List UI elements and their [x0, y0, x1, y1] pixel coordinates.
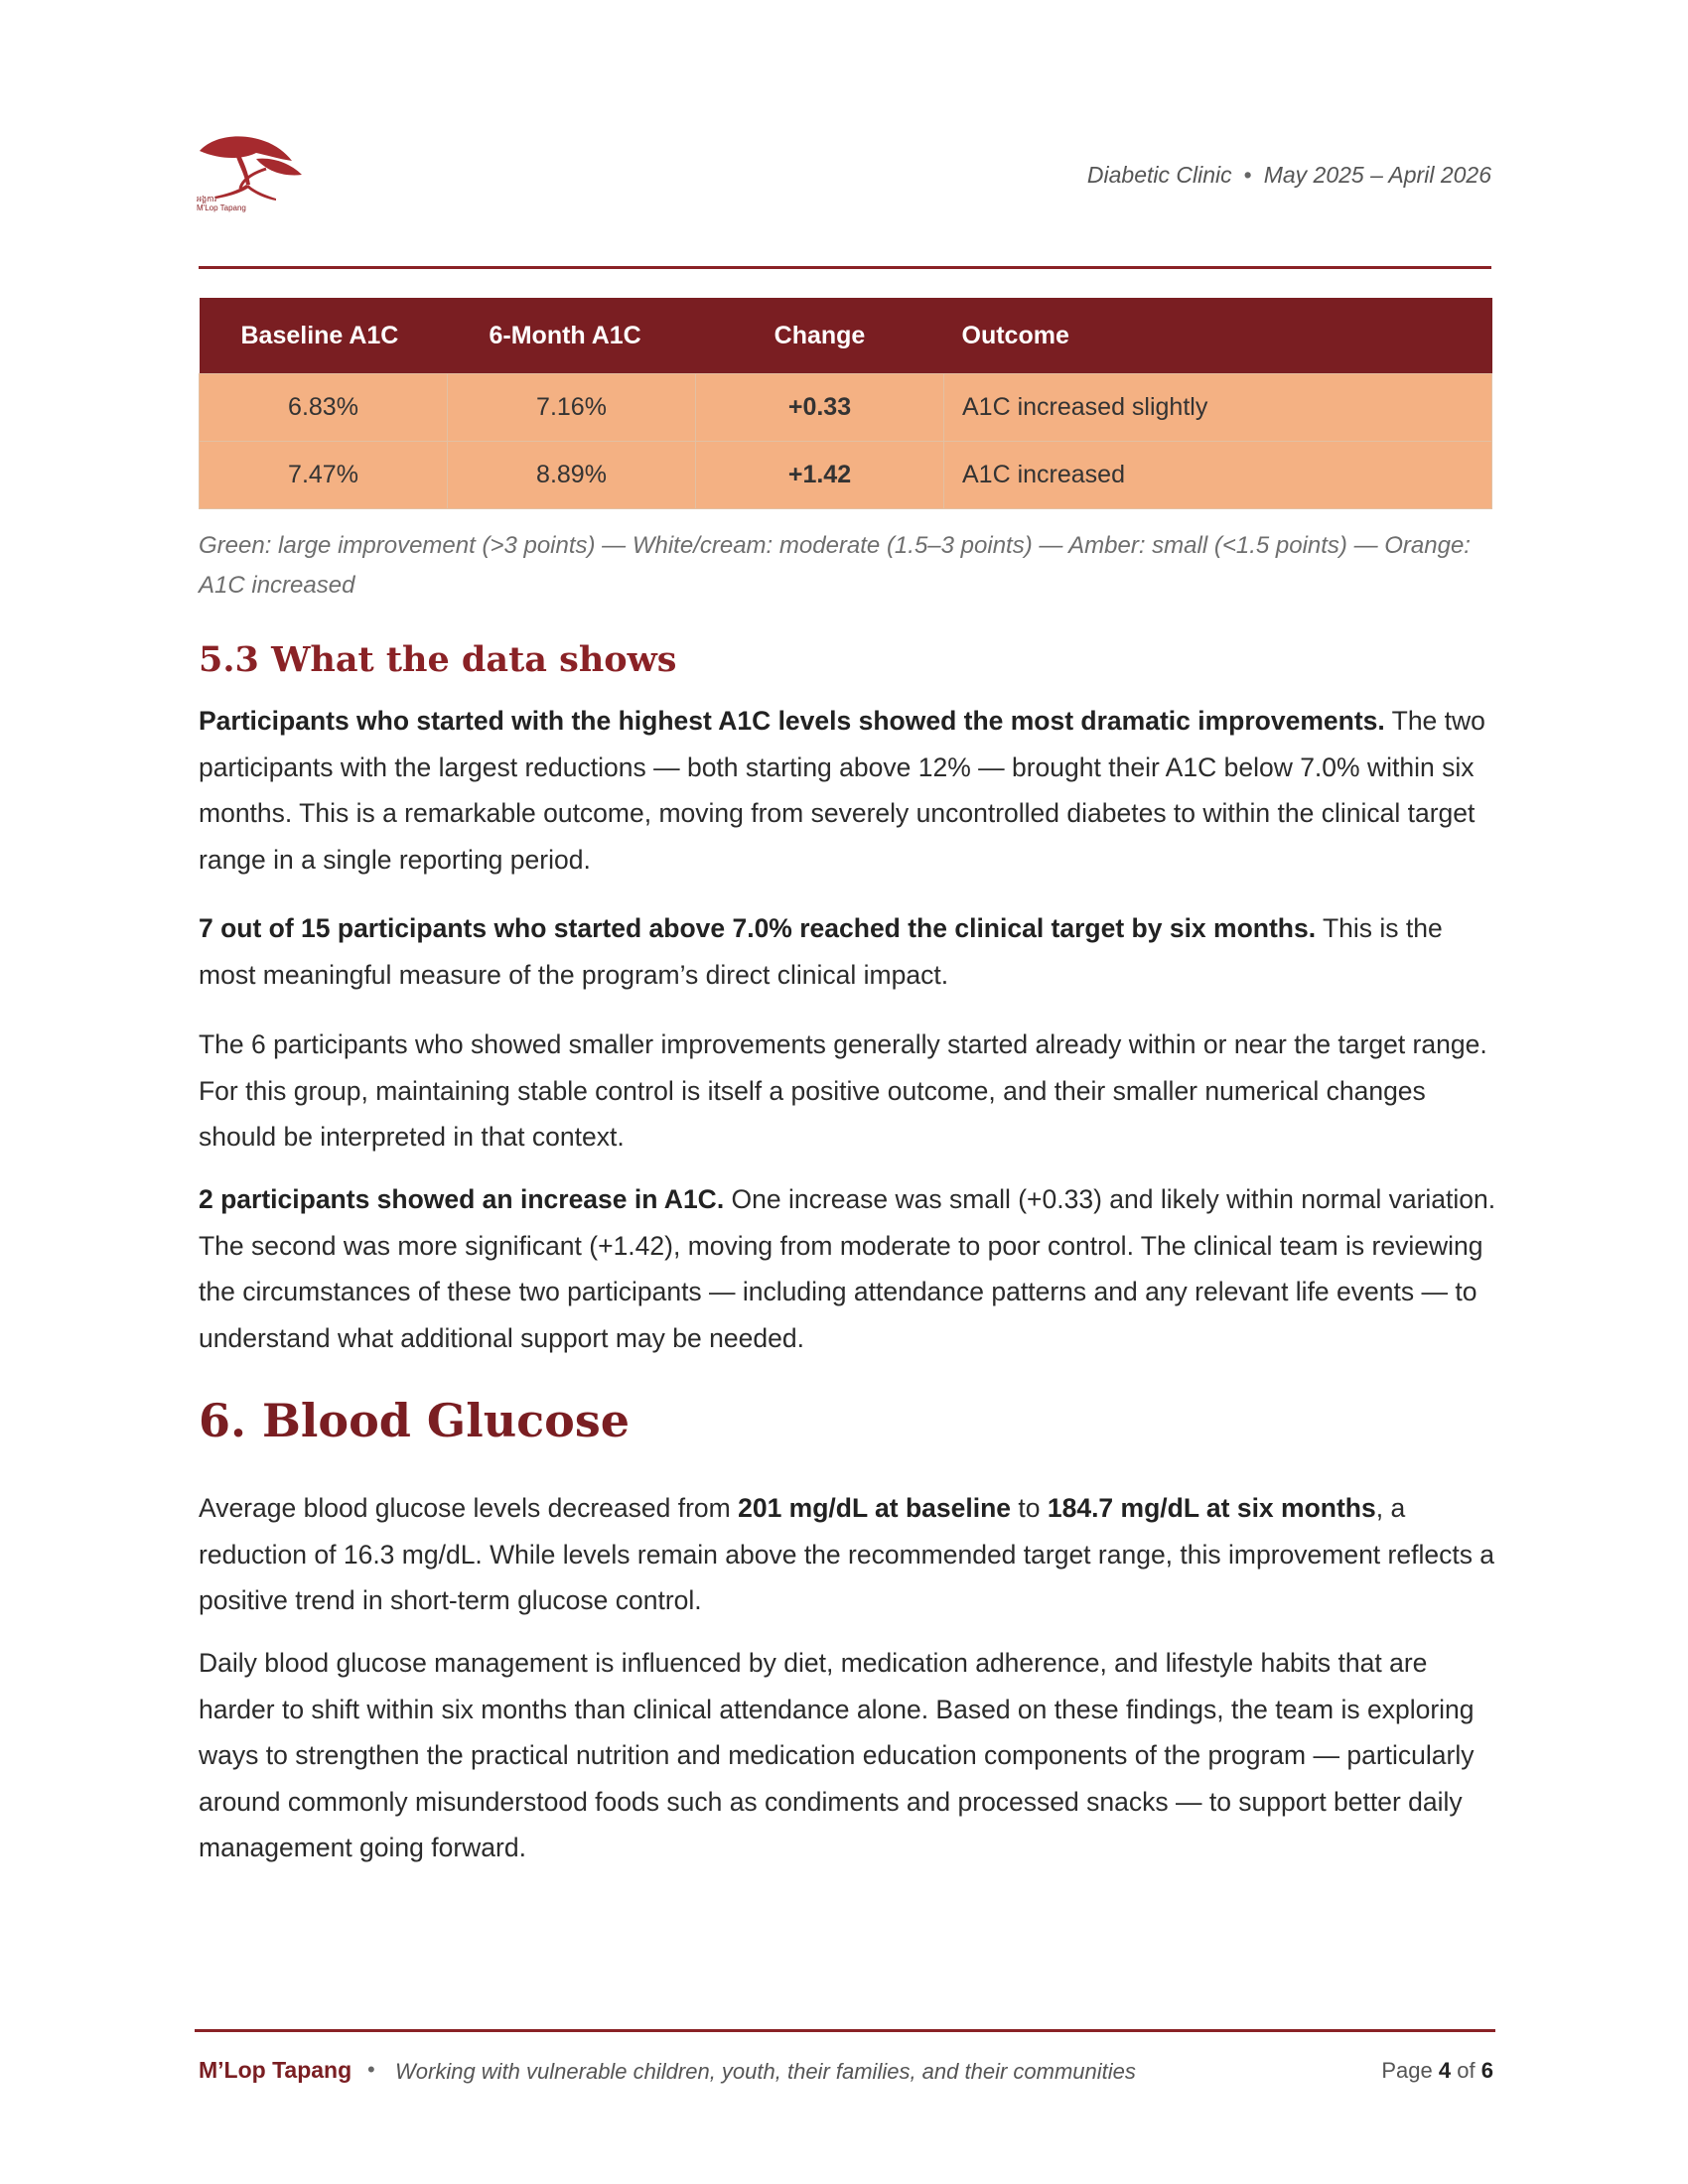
section-5-3-heading: 5.3 What the data shows	[199, 639, 677, 680]
cell-six-month: 7.16%	[448, 374, 696, 442]
paragraph-glucose-average	[199, 1485, 1499, 1624]
cell-change: +1.42	[696, 442, 944, 509]
page-word: Page	[1381, 2058, 1433, 2083]
paragraph-text: This is the most meaningful measure of the program’s direct clinical impact.	[199, 913, 1443, 990]
of-word: of	[1457, 2058, 1476, 2083]
page-number	[1381, 2058, 1493, 2084]
paragraph-glucose-management: Daily blood glucose management is influenced by diet, medication adherence, and lifestyle habits that are harder to shift within six months than clinical attendance alone. Based on these findings, the team is exploring ways to strengthen the practical nutrition and medication education components of the program — particularly around commonly misunderstood foods such as condiments and processed snacks — to support better daily management going forward.	[199, 1648, 1475, 1862]
paragraph-text: Average blood glucose levels decreased from	[199, 1493, 739, 1523]
paragraph-lead: 2 participants showed an increase in A1C.	[199, 1184, 725, 1214]
footer-org-name: M’Lop Tapang	[199, 2057, 352, 2083]
footer-tagline: Working with vulnerable children, youth, their families, and their communities	[395, 2059, 1136, 2084]
paragraph-a1c-increase	[199, 1176, 1499, 1361]
header-meta	[1087, 162, 1491, 189]
table-color-legend: Green: large improvement (>3 points) — White/cream: moderate (1.5–3 points) — Amber: small (<1.5 points) — Orange: A1C increased	[199, 532, 1471, 599]
logo-khmer-text: អង្គការ	[197, 195, 217, 204]
cell-six-month: 8.89%	[448, 442, 696, 509]
table-row	[200, 374, 1492, 442]
six-month-glucose-value: 184.7 mg/dL at six months	[1047, 1493, 1376, 1523]
paragraph-text: to	[1011, 1493, 1048, 1523]
cell-outcome: A1C increased	[944, 442, 1492, 509]
col-header-outcome: Outcome	[944, 298, 1492, 374]
table-row	[200, 442, 1492, 509]
cell-baseline: 6.83%	[200, 374, 448, 442]
baseline-glucose-value: 201 mg/dL at baseline	[738, 1493, 1012, 1523]
table-header-row	[200, 298, 1492, 374]
paragraph-highest-a1c	[199, 698, 1499, 883]
footer-divider	[195, 2029, 1495, 2032]
total-pages: 6	[1480, 2058, 1493, 2083]
current-page: 4	[1438, 2058, 1452, 2083]
paragraph-lead: Participants who started with the highest A1C levels showed the most dramatic improvements.	[199, 706, 1385, 736]
header-separator: •	[1243, 162, 1252, 188]
header-divider	[199, 266, 1491, 269]
logo-latin-text: M'Lop Tapang	[197, 204, 246, 212]
col-header-baseline: Baseline A1C	[200, 298, 448, 374]
paragraph-text: One increase was small (+0.33) and likely within normal variation. The second was more significant (+1.42), moving from moderate to poor control. The clinical team is reviewing the circumstances of these two participants — including attendance patterns and any relevant life events — to understand what additional support may be needed.	[199, 1184, 1496, 1353]
col-header-six-month: 6-Month A1C	[448, 298, 696, 374]
report-period: May 2025 – April 2026	[1263, 162, 1491, 188]
col-header-change: Change	[696, 298, 944, 374]
footer-separator: •	[367, 2057, 375, 2082]
section-6-heading: 6. Blood Glucose	[199, 1394, 630, 1447]
paragraph-lead: 7 out of 15 participants who started above 7.0% reached the clinical target by six months.	[199, 913, 1317, 943]
clinic-name: Diabetic Clinic	[1086, 162, 1232, 188]
a1c-increase-table	[199, 298, 1492, 509]
paragraph-text: , a reduction of 16.3 mg/dL. While levels remain above the recommended target range, this improvement reflects a positive trend in short-term glucose control.	[199, 1493, 1495, 1615]
paragraph-text: The two participants with the largest reductions — both starting above 12% — brought their A1C below 7.0% within six months. This is a remarkable outcome, moving from severely uncontrolled diabetes to within the clinical target range in a single reporting period.	[199, 706, 1485, 875]
paragraph-smaller-improvements: The 6 participants who showed smaller improvements generally started already within or near the target range. For this group, maintaining stable control is itself a positive outcome, and their smaller numerical changes should be interpreted in that context.	[199, 1029, 1487, 1152]
paragraph-clinical-target	[199, 905, 1499, 998]
cell-outcome: A1C increased slightly	[944, 374, 1492, 442]
cell-change: +0.33	[696, 374, 944, 442]
logo-wordmark	[197, 195, 246, 212]
cell-baseline: 7.47%	[200, 442, 448, 509]
